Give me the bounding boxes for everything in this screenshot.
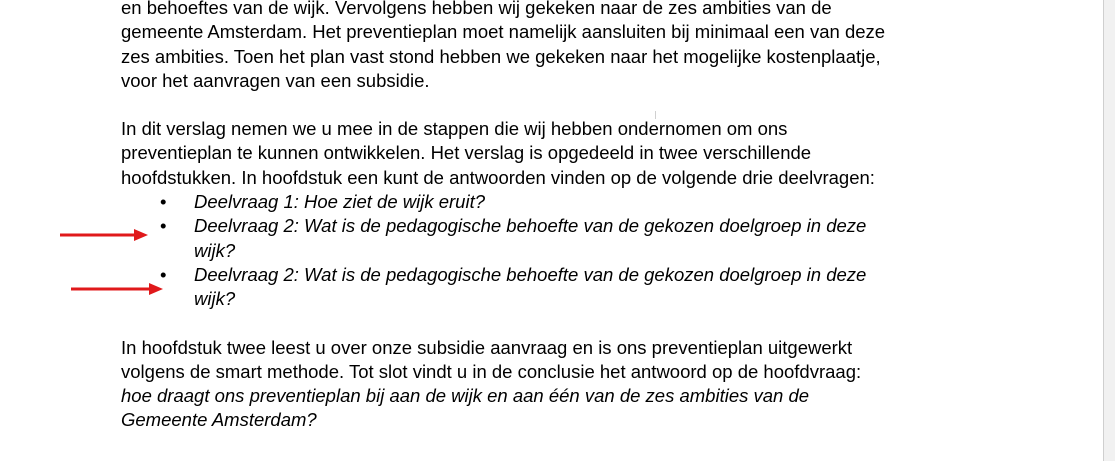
- text-line: volgens de smart methode. Tot slot vindt u in de conclusie het antwoord op de hoofdvraag:: [121, 360, 862, 382]
- list-item: [121, 263, 1001, 312]
- paragraph-intro: [121, 0, 1001, 93]
- paragraph-chapter-two: [121, 336, 1001, 433]
- main-question-line: hoe draagt ons preventieplan bij aan de wijk en aan één van de zes ambities van de: [121, 385, 810, 407]
- text-line: In hoofdstuk twee leest u over onze subsidie aanvraag en is ons preventieplan uitgewerkt: [121, 336, 853, 358]
- subquestion-text: Deelvraag 2: Wat is de pedagogische behoefte van de gekozen doelgroep in deze: [194, 215, 867, 237]
- text-line: zes ambities. Toen het plan vast stond hebben we gekeken naar het mogelijke kostenplaatje,: [121, 45, 881, 67]
- subquestion-text: Deelvraag 2: Wat is de pedagogische behoefte van de gekozen doelgroep in deze: [194, 263, 867, 285]
- subquestion-list: [121, 190, 1001, 311]
- text-line: gemeente Amsterdam. Het preventieplan moet namelijk aansluiten bij minimaal een van deze: [121, 21, 886, 43]
- text-line: preventieplan te kunnen ontwikkelen. Het verslag is opgedeeld in twee verschillende: [121, 142, 812, 164]
- text-line: voor het aanvragen van een subsidie.: [121, 69, 430, 91]
- subquestion-text: wijk?: [194, 288, 236, 310]
- subquestion-text: wijk?: [194, 239, 236, 261]
- bullet: •: [160, 191, 167, 213]
- main-question-line: Gemeente Amsterdam?: [121, 409, 317, 431]
- text-line: hoofdstukken. In hoofdstuk een kunt de antwoorden vinden op de volgende drie deelvragen:: [121, 166, 875, 188]
- bullet: •: [160, 263, 167, 285]
- subquestion-text: Deelvraag 1: Hoe ziet de wijk eruit?: [194, 191, 486, 213]
- list-item: [121, 190, 1001, 214]
- paragraph-report-outline: [121, 117, 1001, 190]
- document-body: [121, 0, 1001, 433]
- text-line: en behoeftes van de wijk. Vervolgens hebben wij gekeken naar de zes ambities van de: [121, 0, 832, 18]
- text-line: In dit verslag nemen we u mee in de stappen die wij hebben ondernomen om ons: [121, 118, 788, 140]
- vertical-scrollbar[interactable]: [1104, 0, 1115, 461]
- arrow-right-icon: [71, 283, 163, 295]
- bullet: •: [160, 215, 167, 237]
- list-item: [121, 214, 1001, 263]
- arrow-right-icon: [60, 229, 148, 241]
